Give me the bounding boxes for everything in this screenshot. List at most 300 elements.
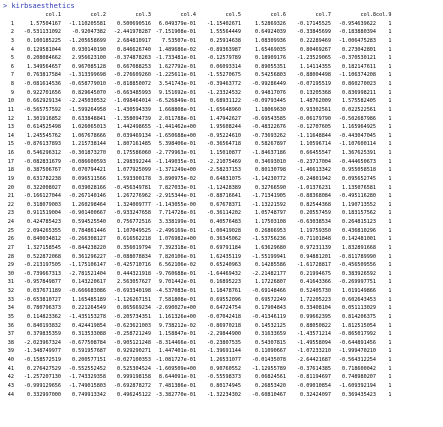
table-cell: 1: [388, 253, 392, 260]
table-cell: 1.327158545: [26, 244, 61, 251]
table-cell: 0.631782238: [26, 175, 61, 182]
row-name-cell: 6: [10, 63, 14, 70]
table-cell: -1.07233210: [296, 348, 331, 355]
table-cell: 0.840193832: [26, 322, 61, 329]
table-cell: 0.40576483: [210, 219, 241, 225]
table-row: [2, 89, 393, 98]
table-cell: -0.95224610: [206, 132, 241, 139]
table-cell: 0.14285586: [255, 262, 286, 269]
table-cell: -0.082831679: [23, 158, 61, 165]
table-cell: 0.022522561: [341, 106, 376, 113]
table-cell: 0.929290271: [116, 348, 151, 355]
row-name-cell: 44: [7, 391, 14, 398]
column-header: col.6: [270, 12, 286, 18]
table-row: [2, 287, 393, 296]
table-cell: 1: [388, 219, 392, 225]
table-cell: 1: [388, 262, 392, 269]
table-cell: -4.537083e-01: [155, 288, 196, 294]
table-cell: 6.049379e-01: [158, 20, 196, 27]
table-cell: 0.051113029: [341, 305, 376, 312]
table-cell: 1: [388, 72, 392, 79]
table-cell: 0.602643453: [341, 296, 376, 303]
table-cell: 1: [388, 115, 392, 122]
table-cell: 9.151692e-01: [158, 89, 196, 96]
table-cell: -0.811789990: [338, 253, 376, 260]
table-cell: 1: [388, 288, 392, 294]
table-cell: 7.827033e-01: [158, 184, 196, 191]
table-cell: 0.69572249: [255, 296, 286, 303]
table-cell: 7.53507e-01: [161, 37, 196, 44]
table-cell: 1: [388, 55, 392, 62]
table-cell: 1.65469035: [255, 46, 286, 53]
table-cell: 0.662929134: [26, 98, 61, 105]
table-cell: 1: [388, 184, 392, 191]
table-cell: -0.86970218: [206, 322, 241, 329]
row-name-cell: 33: [7, 296, 14, 303]
table-cell: -1.39691144: [206, 348, 241, 355]
table-row: [2, 192, 393, 201]
table-cell: 0.591957687: [71, 348, 106, 355]
table-cell: -0.901400667: [68, 210, 106, 217]
table-row: [2, 106, 393, 115]
table-cell: -0.88368084: [296, 193, 331, 200]
table-cell: -1.32234302: [206, 391, 241, 398]
table-cell: 0.64831075: [210, 175, 241, 182]
table-row: [2, 391, 393, 400]
table-cell: 7.820106e-01: [158, 253, 196, 260]
console-command: kirbsaesthetics: [11, 2, 75, 10]
table-cell: -1.65648960: [206, 106, 241, 113]
table-cell: -0.663485993: [113, 89, 151, 96]
table-cell: 0.999198158: [116, 374, 151, 381]
table-cell: 1: [388, 357, 392, 363]
table-cell: -0.456509556: [338, 262, 376, 269]
table-cell: -0.623621003: [113, 322, 151, 329]
table-cell: 0.264815123: [341, 219, 376, 225]
table-cell: -0.267140146: [68, 193, 106, 200]
table-row: [2, 373, 393, 382]
console-prompt-line[interactable]: [3, 1, 75, 11]
table-cell: -2.781521404: [68, 270, 106, 277]
table-cell: 1.48762009: [300, 98, 331, 105]
table-cell: -2.023967324: [23, 339, 61, 346]
table-cell: 0.383926592: [341, 270, 376, 277]
table-cell: -0.954639622: [338, 20, 376, 27]
table-cell: 0.756772516: [116, 219, 151, 225]
table-cell: -9.760688e-01: [155, 270, 196, 277]
column-header: col.7: [315, 12, 331, 18]
table-cell: 0.58267897: [255, 141, 286, 148]
table-cell: 1.367625391: [341, 150, 376, 156]
table-cell: -1.175106147: [68, 262, 106, 269]
table-cell: -0.693340198: [113, 288, 151, 294]
row-name-cell: 25: [7, 227, 14, 234]
table-cell: -0.73693262: [251, 132, 286, 139]
table-cell: 0.69552096: [210, 296, 241, 303]
table-cell: 0.69791184: [210, 244, 241, 251]
table-cell: 1: [388, 348, 392, 355]
table-cell: -0.23807535: [206, 339, 241, 346]
table-cell: 1.026065013: [71, 124, 106, 131]
table-cell: 1.575582405: [341, 98, 376, 105]
table-cell: 0.667088253: [116, 63, 151, 70]
table-cell: 0.182147611: [341, 63, 376, 70]
row-name-header: [2, 11, 16, 20]
table-cell: 0.276427529: [26, 365, 61, 372]
table-cell: -0.692878272: [113, 382, 151, 389]
table-cell: 1.165485189: [71, 296, 106, 303]
table-cell: -1.61728817: [296, 262, 331, 269]
row-name-cell: 11: [7, 106, 14, 113]
table-cell: -1.371249e+00: [155, 167, 196, 174]
table-cell: 1: [388, 210, 392, 217]
table-cell: -1.205658699: [68, 37, 106, 44]
table-cell: 0.780796373: [26, 305, 61, 312]
table-cell: -0.933247658: [113, 210, 151, 217]
table-cell: 1.10596714: [300, 141, 331, 148]
dataframe-output: [2, 11, 393, 399]
table-cell: 0.039469134: [116, 132, 151, 139]
table-cell: 0.68931122: [210, 98, 241, 105]
table-cell: 1: [388, 193, 392, 200]
row-name-cell: 16: [7, 150, 14, 156]
table-cell: -0.564312254: [338, 357, 376, 363]
table-cell: 0.424419854: [71, 322, 106, 329]
table-cell: 0.318079003: [26, 201, 61, 208]
table-cell: 1.627792e-01: [158, 63, 196, 70]
table-cell: -0.92047382: [71, 29, 106, 36]
table-cell: 0.322008027: [26, 184, 61, 191]
column-header: col.5: [225, 12, 241, 18]
table-cell: 0.64924039: [255, 29, 286, 36]
table-cell: -1.110205581: [68, 20, 106, 27]
table-cell: 1.593300178: [116, 175, 151, 182]
table-cell: 1: [388, 89, 392, 96]
table-cell: 0.64724754: [210, 305, 241, 312]
table-cell: -1.257207130: [23, 374, 61, 381]
table-cell: 0.633848841: [71, 115, 106, 122]
table-cell: 0.930140190: [71, 46, 106, 53]
table-cell: 0.22289469: [300, 37, 331, 44]
table-row: [2, 330, 393, 339]
table-cell: -1.46613342: [296, 167, 331, 174]
table-cell: -0.166127044: [23, 193, 61, 200]
table-cell: 0.06093314: [210, 63, 241, 70]
table-cell: 0.82544368: [300, 201, 331, 208]
table-cell: 0.80130798: [255, 167, 286, 174]
table-cell: -0.24801942: [296, 175, 331, 182]
table-cell: 0.955058518: [341, 167, 376, 174]
table-cell: -0.301873270: [68, 150, 106, 156]
table-cell: 1.832891668: [341, 244, 376, 251]
table-cell: -0.69148466: [251, 288, 286, 294]
table-cell: 0.436810296: [341, 227, 376, 234]
table-cell: 0.614525498: [26, 124, 61, 131]
table-cell: 1.63629680: [255, 244, 286, 251]
table-cell: 0.522872068: [26, 253, 61, 260]
table-cell: 1.55564449: [210, 29, 241, 36]
table-cell: 0.096511566: [71, 175, 106, 182]
table-cell: -2.245030532: [68, 98, 106, 105]
table-cell: 1.067678666: [71, 132, 106, 139]
table-cell: 0.095652745: [341, 175, 376, 182]
table-cell: -1.743329358: [68, 374, 106, 381]
table-cell: 1.812515054: [341, 322, 376, 329]
table-row: [2, 261, 393, 270]
table-cell: -0.63038534: [296, 219, 331, 225]
table-row: [2, 270, 393, 279]
row-name-cell: 42: [7, 374, 14, 381]
table-cell: -0.086600593: [68, 158, 106, 165]
table-cell: 1: [388, 374, 392, 381]
table-cell: -0.531131092: [23, 29, 61, 36]
row-name-cell: 14: [7, 132, 14, 139]
table-cell: 1: [388, 150, 392, 156]
row-name-cell: 37: [7, 331, 14, 338]
table-cell: -0.213197505: [23, 262, 61, 269]
table-cell: 1.57504167: [30, 20, 61, 27]
table-cell: 0.814206375: [341, 313, 376, 320]
row-name-cell: 7: [10, 72, 14, 79]
table-row: [2, 123, 393, 132]
table-cell: -1.64469432: [206, 270, 241, 277]
table-cell: 1.267276962: [116, 193, 151, 200]
table-cell: -0.48322676: [251, 124, 286, 131]
table-cell: -0.266308127: [68, 236, 106, 243]
table-cell: -0.374878263: [113, 55, 151, 62]
table-cell: -1.650688e+00: [155, 132, 196, 139]
table-cell: -0.999129656: [23, 382, 61, 389]
table-cell: -0.41346119: [251, 313, 286, 320]
table-cell: 0.17904843: [255, 305, 286, 312]
table-row: [2, 356, 393, 365]
table-row: [2, 382, 393, 391]
table-cell: -1.313399698: [68, 72, 106, 79]
table-cell: 0.11090667: [255, 348, 286, 355]
row-name-cell: 17: [7, 158, 14, 165]
table-cell: 0.313533088: [71, 331, 106, 338]
table-cell: -1.55270675: [206, 72, 241, 79]
table-row: [2, 140, 393, 149]
table-cell: 1.165964925: [341, 124, 376, 131]
table-cell: -0.09793445: [251, 98, 286, 105]
table-cell: 0.66455547: [300, 150, 331, 156]
table-cell: 0.32766590: [255, 184, 286, 191]
table-cell: -2.690027e+00: [155, 305, 196, 312]
table-cell: 1.26531077: [210, 357, 241, 363]
table-row: [2, 46, 393, 55]
table-cell: 1: [388, 270, 392, 277]
table-cell: 0.06824561: [255, 374, 286, 381]
table-cell: 1: [388, 296, 392, 303]
table-cell: -0.739667313: [23, 270, 61, 277]
table-cell: 0.25914638: [210, 37, 241, 44]
table-cell: -0.443047045: [338, 132, 376, 139]
table-cell: -0.37614385: [296, 365, 331, 372]
table-cell: 0.26853420: [255, 382, 286, 389]
table-cell: 2.563057627: [116, 279, 151, 286]
table-cell: 1.18478761: [210, 288, 241, 294]
table-cell: -1.12428389: [206, 184, 241, 191]
table-cell: 0.14532125: [255, 322, 286, 329]
row-name-cell: 10: [7, 98, 14, 105]
table-cell: 0.829645070: [71, 89, 106, 96]
table-row: [2, 347, 393, 356]
table-cell: -0.23717004: [296, 158, 331, 165]
table-cell: -0.39463772: [206, 81, 241, 87]
table-cell: 0.31633659: [255, 331, 286, 338]
table-cell: -1.733481e-01: [155, 55, 196, 62]
table-cell: -1.84637186: [251, 150, 286, 156]
table-cell: 1.077925099: [116, 167, 151, 174]
table-cell: 1: [388, 244, 392, 251]
table-row: [2, 63, 393, 72]
table-cell: -0.653810727: [23, 296, 61, 303]
table-cell: 1.15010877: [210, 150, 241, 156]
row-name-cell: 8: [10, 81, 14, 87]
table-cell: -1.49558094: [296, 339, 331, 346]
table-cell: 0.749913342: [71, 391, 106, 398]
table-cell: 0.65240963: [210, 262, 241, 269]
table-row: [2, 218, 393, 227]
table-cell: 2.094265355: [26, 227, 61, 234]
table-cell: 1: [388, 46, 392, 53]
table-cell: 0.039028166: [71, 184, 106, 191]
table-cell: 0.922701656: [26, 89, 61, 96]
table-cell: -1.23324532: [206, 89, 241, 96]
dataframe-header-row: [2, 11, 393, 20]
table-cell: 0.221264549: [71, 305, 106, 312]
row-name-cell: 19: [7, 175, 14, 182]
table-cell: 9.738212e-02: [158, 322, 196, 329]
table-cell: 1: [388, 331, 392, 338]
table-cell: 0.94881201: [300, 253, 331, 260]
table-row: [2, 365, 393, 374]
table-cell: 1: [388, 141, 392, 148]
table-cell: 0.718600042: [341, 365, 376, 372]
table-cell: 1.95608244: [210, 124, 241, 131]
table-cell: 0.143220617: [71, 279, 106, 286]
table-row: [2, 304, 393, 313]
table-cell: 1.260298464: [71, 201, 106, 208]
column-header: col.1: [45, 12, 61, 18]
row-name-cell: 35: [7, 313, 14, 320]
column-header: col.3: [135, 12, 151, 18]
table-cell: -1.599264958: [68, 106, 106, 113]
table-cell: 1: [388, 305, 392, 312]
table-cell: 1.301916852: [26, 115, 61, 122]
row-name-cell: 22: [7, 201, 14, 208]
table-cell: 0.444321918: [116, 270, 151, 277]
table-cell: 0.369435423: [341, 391, 376, 398]
table-row: [2, 339, 393, 348]
row-name-cell: 34: [7, 305, 14, 312]
table-row: [2, 201, 393, 210]
table-row: [2, 313, 393, 322]
table-cell: -0.99286449: [251, 81, 286, 87]
table-cell: -2.21075469: [206, 158, 241, 165]
table-cell: -1.71341905: [251, 193, 286, 200]
table-cell: 0.208084662: [26, 55, 61, 62]
table-cell: -1.149035e-01: [155, 158, 196, 165]
table-cell: -1.358094739: [113, 115, 151, 122]
table-cell: 8.644091e-01: [158, 374, 196, 381]
table-cell: 1.076982e+00: [158, 236, 196, 243]
table-row: [2, 132, 393, 141]
table-cell: 0.52405730: [300, 288, 331, 294]
column-header: col.9: [376, 12, 392, 18]
table-cell: -0.12579789: [206, 55, 241, 62]
table-row: [2, 115, 393, 124]
table-cell: 0.54256803: [255, 72, 286, 79]
table-cell: 0.860270023: [341, 81, 376, 87]
table-cell: -0.09010854: [296, 382, 331, 389]
table-cell: 0.21994675: [300, 270, 331, 277]
table-cell: -0.55598373: [206, 374, 241, 381]
table-cell: -0.158572519: [23, 357, 61, 363]
table-cell: 1: [388, 37, 392, 44]
table-cell: 0.911519004: [26, 210, 61, 217]
table-row: [2, 253, 393, 262]
table-cell: 0.80174945: [210, 382, 241, 389]
table-cell: -2.64421687: [296, 357, 331, 363]
table-cell: -0.06179790: [296, 115, 331, 122]
table-cell: 0.41643366: [300, 279, 331, 286]
table-row: [2, 278, 393, 287]
table-cell: -0.425710716: [113, 262, 151, 269]
row-name-cell: 32: [7, 288, 14, 294]
table-cell: 1: [388, 63, 392, 70]
table-cell: -1.106374208: [338, 72, 376, 79]
table-cell: 1: [388, 29, 392, 36]
row-name-cell: 30: [7, 270, 14, 277]
table-cell: 0.33408104: [300, 305, 331, 312]
table-cell: 9.701442e-01: [158, 279, 196, 286]
row-name-cell: 21: [7, 193, 14, 200]
table-row: [2, 244, 393, 253]
table-cell: 0.387506767: [26, 167, 61, 174]
table-cell: 0.846626740: [116, 46, 151, 53]
table-cell: 1.135076581: [341, 184, 376, 191]
row-name-cell: 5: [10, 55, 14, 62]
table-cell: 0.129581044: [26, 46, 61, 53]
table-cell: -1.12955789: [251, 365, 286, 372]
table-cell: -0.60810467: [251, 391, 286, 398]
row-name-cell: 27: [7, 244, 14, 251]
row-name-cell: 36: [7, 322, 14, 329]
table-cell: 1: [388, 20, 392, 27]
table-row: [2, 54, 393, 63]
table-cell: 1: [388, 391, 392, 398]
table-cell: 6.562106e-02: [158, 262, 196, 269]
table-cell: 2.956623100: [71, 55, 106, 62]
table-cell: 0.54307815: [255, 339, 286, 346]
table-cell: 0.967085128: [71, 63, 106, 70]
table-cell: -2.29844900: [206, 331, 241, 338]
table-cell: 1: [388, 279, 392, 286]
table-row: [2, 20, 393, 29]
table-cell: 1.349564657: [26, 63, 61, 70]
table-cell: 0.20557459: [300, 210, 331, 217]
table-cell: 0.94817076: [255, 89, 286, 96]
table-cell: -0.658779010: [68, 81, 106, 87]
table-cell: 0.16895223: [210, 279, 241, 286]
table-cell: 0.90760552: [210, 365, 241, 372]
table-cell: -0.183880394: [338, 29, 376, 36]
table-cell: -1.107600114: [338, 141, 376, 148]
table-row: [2, 97, 393, 106]
row-name-cell: 38: [7, 339, 14, 346]
